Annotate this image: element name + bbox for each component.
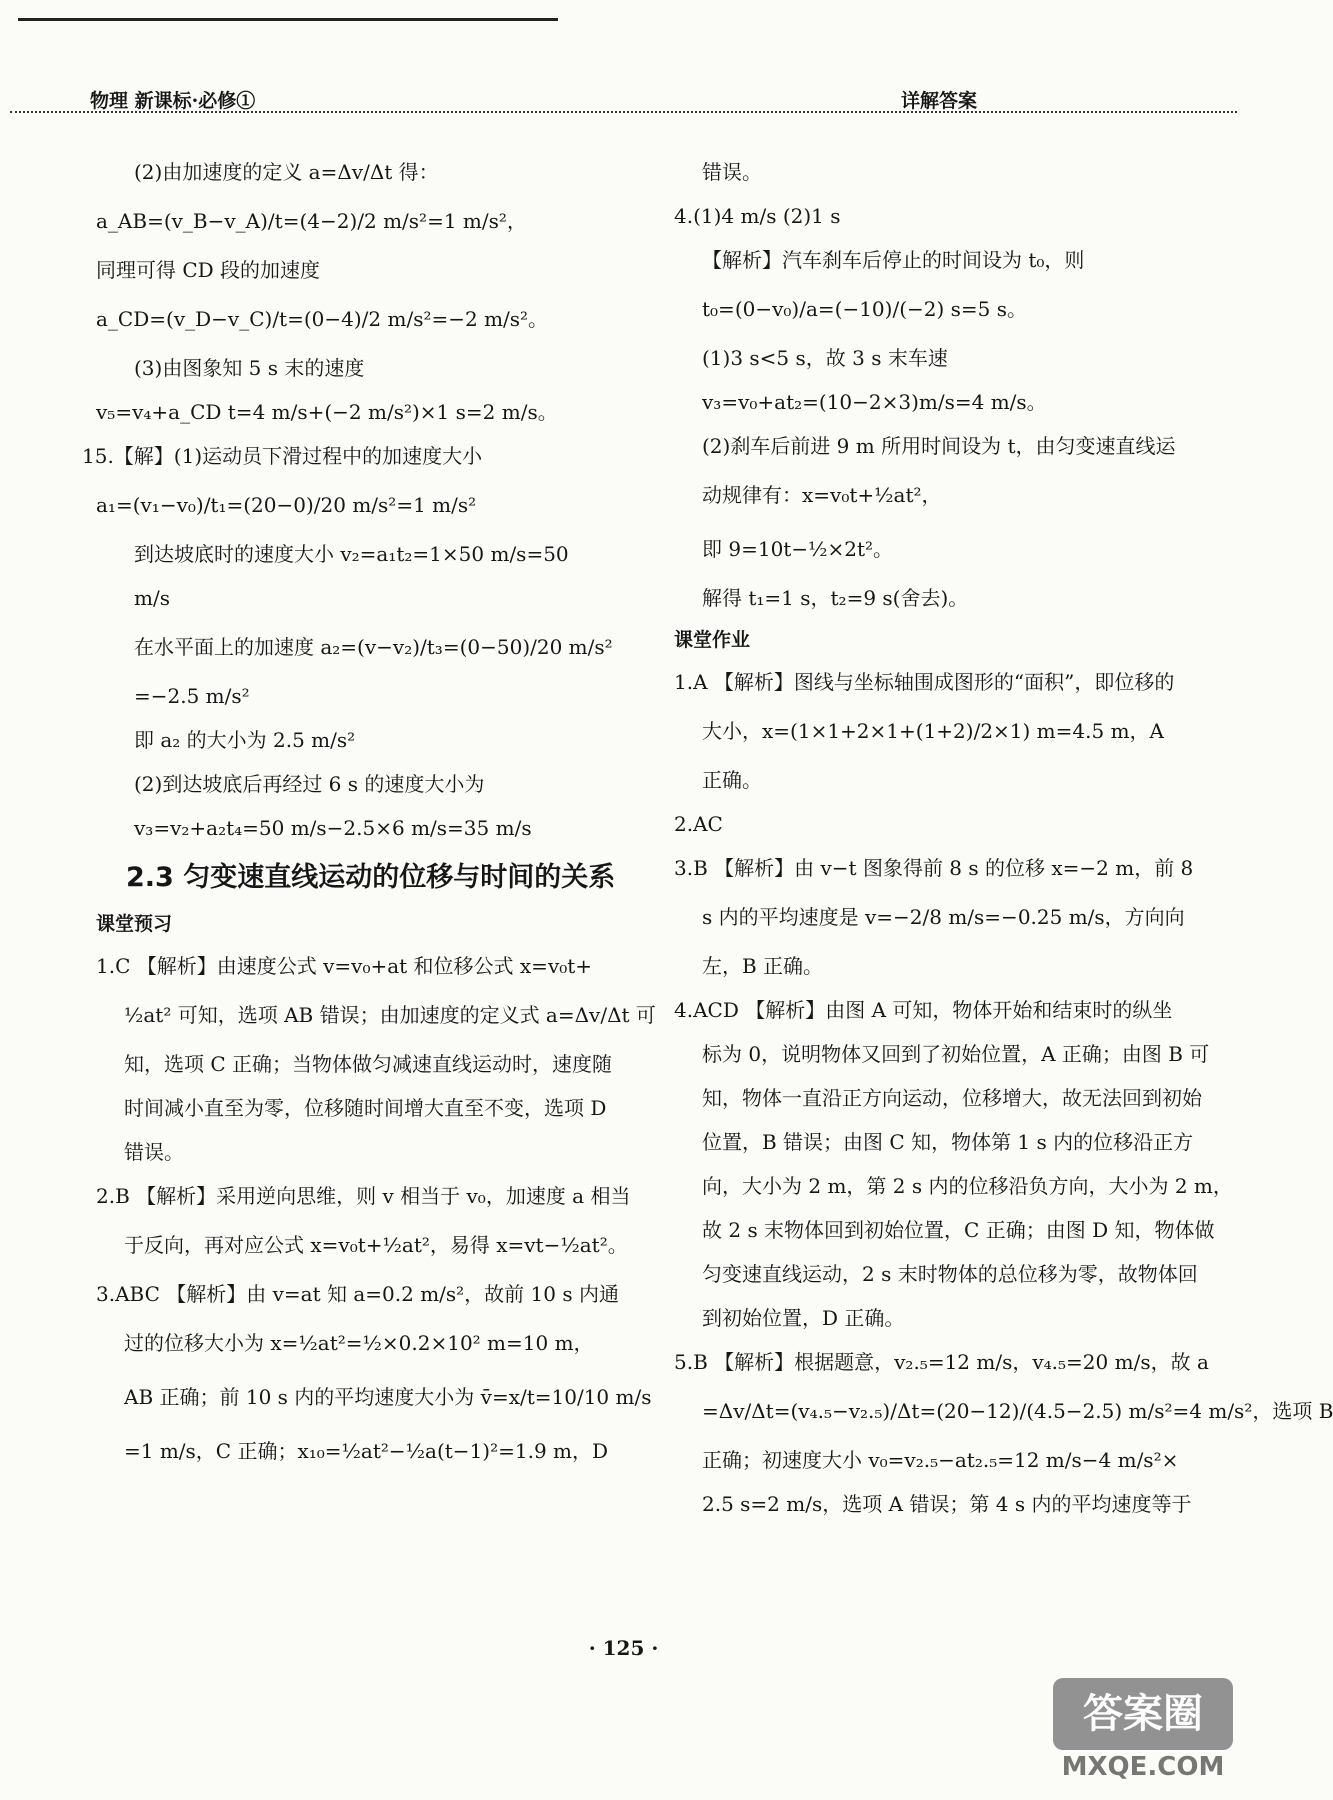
header-subject: 物理 新课标·必修①: [90, 90, 256, 112]
answer-line: ½at² 可知，选项 AB 错误；由加速度的定义式 a=Δv/Δt 可: [124, 1003, 656, 1027]
answer-line: 4.ACD 【解析】由图 A 可知，物体开始和结束时的纵坐: [674, 998, 1173, 1022]
left-column: [82, 150, 656, 1478]
answer-line: 过的位移大小为 x=½at²=½×0.2×10² m=10 m，: [124, 1331, 594, 1355]
formula-line: 动规律有：x=v₀t+½at²，: [702, 483, 942, 507]
watermark-logo: 答案圈: [1053, 1678, 1233, 1750]
text-line: (1)3 s<5 s，故 3 s 末车速: [702, 346, 948, 370]
answer-line: 3.ABC 【解析】由 v=at 知 a=0.2 m/s²，故前 10 s 内通: [96, 1282, 619, 1306]
text-line: 同理可得 CD 段的加速度: [96, 258, 321, 282]
watermark: [1053, 1678, 1233, 1790]
answer-line: 到初始位置，D 正确。: [702, 1306, 905, 1330]
formula-line: 在水平面上的加速度 a₂=(v−v₂)/t₃=(0−50)/20 m/s²: [134, 635, 613, 659]
formula-line: =−2.5 m/s²: [134, 684, 250, 708]
answer-line: 标为 0，说明物体又回到了初始位置，A 正确；由图 B 可: [702, 1042, 1210, 1066]
answer-line: 左，B 正确。: [702, 954, 824, 978]
text-line: (2)由加速度的定义 a=Δv/Δt 得：: [134, 160, 439, 184]
answer-line: 错误。: [124, 1140, 184, 1164]
answer-line: 1.C 【解析】由速度公式 v=v₀+at 和位移公式 x=v₀t+: [96, 954, 593, 978]
answer-line: 匀变速直线运动，2 s 末时物体的总位移为零，故物体回: [702, 1262, 1198, 1286]
watermark-site: MXQE.COM: [1061, 1752, 1225, 1782]
answer-line: 正确；初速度大小 v₀=v₂.₅−at₂.₅=12 m/s−4 m/s²×: [702, 1448, 1179, 1472]
section-title: 2.3 匀变速直线运动的位移与时间的关系: [126, 862, 616, 893]
header-divider: [10, 111, 1237, 113]
answer-line: 2.B 【解析】采用逆向思维，则 v 相当于 v₀，加速度 a 相当: [96, 1184, 631, 1208]
text-line: 错误。: [702, 160, 762, 184]
formula-line: v₃=v₀+at₂=(10−2×3)m/s=4 m/s。: [702, 390, 1047, 414]
text-line: (2)刹车后前进 9 m 所用时间设为 t，由匀变速直线运: [702, 434, 1176, 458]
right-column: [674, 150, 1333, 1526]
top-rule: [18, 18, 558, 21]
answer-line: 于反向，再对应公式 x=v₀t+½at²，易得 x=vt−½at²。: [124, 1233, 628, 1257]
answer-line: 2.5 s=2 m/s，选项 A 错误；第 4 s 内的平均速度等于: [702, 1492, 1192, 1516]
answer-line: =1 m/s，C 正确；x₁₀=½at²−½a(t−1)²=1.9 m，D: [124, 1439, 609, 1463]
answer-line: 向，大小为 2 m，第 2 s 内的位移沿负方向，大小为 2 m，: [702, 1174, 1233, 1198]
text-line: m/s: [134, 586, 170, 610]
formula-line: a_AB=(v_B−v_A)/t=(4−2)/2 m/s²=1 m/s²，: [96, 209, 527, 233]
text-line: (3)由图象知 5 s 末的速度: [134, 356, 365, 380]
answer-line: 知，物体一直沿正方向运动，位移增大，故无法回到初始: [702, 1086, 1202, 1110]
answer-line: AB 正确；前 10 s 内的平均速度大小为 v̄=x/t=10/10 m/s: [124, 1385, 652, 1409]
page-number: · 125 ·: [588, 1636, 659, 1660]
answer-line: 1.A 【解析】图线与坐标轴围成图形的“面积”，即位移的: [674, 670, 1175, 694]
formula-line: a₁=(v₁−v₀)/t₁=(20−0)/20 m/s²=1 m/s²: [96, 493, 477, 517]
answer-line: 2.AC: [674, 812, 723, 836]
answer-line: 4.(1)4 m/s (2)1 s: [674, 204, 841, 228]
text-line: 解得 t₁=1 s，t₂=9 s(舍去)。: [702, 586, 969, 610]
formula-line: 即 9=10t−½×2t²。: [702, 537, 894, 561]
subsection-title: 课堂作业: [674, 629, 751, 651]
answer-line: 知，选项 C 正确；当物体做匀减速直线运动时，速度随: [124, 1052, 613, 1076]
header-answers-label: 详解答案: [900, 90, 977, 112]
answer-line: s 内的平均速度是 v=−2/8 m/s=−0.25 m/s，方向向: [702, 905, 1185, 929]
formula-line: t₀=(0−v₀)/a=(−10)/(−2) s=5 s。: [702, 297, 1027, 321]
answer-line: 位置，B 错误；由图 C 知，物体第 1 s 内的位移沿正方: [702, 1130, 1194, 1154]
text-line: 即 a₂ 的大小为 2.5 m/s²: [134, 728, 356, 752]
answer-line: 5.B 【解析】根据题意，v₂.₅=12 m/s，v₄.₅=20 m/s，故 a: [674, 1350, 1209, 1374]
text-line: (2)到达坡底后再经过 6 s 的速度大小为: [134, 772, 485, 796]
answer-line: 时间减小直至为零，位移随时间增大直至不变，选项 D: [124, 1096, 607, 1120]
answer-line: 3.B 【解析】由 v−t 图象得前 8 s 的位移 x=−2 m，前 8: [674, 856, 1194, 880]
answer-line: 故 2 s 末物体回到初始位置，C 正确；由图 D 知，物体做: [702, 1218, 1215, 1242]
subsection-title: 课堂预习: [96, 913, 173, 935]
text-line: 到达坡底时的速度大小 v₂=a₁t₂=1×50 m/s=50: [134, 542, 569, 566]
text-line: 【解析】汽车刹车后停止的时间设为 t₀，则: [702, 248, 1085, 272]
formula-line: v₅=v₄+a_CD t=4 m/s+(−2 m/s²)×1 s=2 m/s。: [96, 400, 558, 424]
question-line: 15.【解】(1)运动员下滑过程中的加速度大小: [82, 444, 483, 468]
answer-line: 正确。: [702, 768, 762, 792]
answer-line: 大小，x=(1×1+2×1+(1+2)/2×1) m=4.5 m，A: [702, 719, 1164, 743]
formula-line: v₃=v₂+a₂t₄=50 m/s−2.5×6 m/s=35 m/s: [134, 816, 532, 840]
answer-line: =Δv/Δt=(v₄.₅−v₂.₅)/Δt=(20−12)/(4.5−2.5) m/s²=4 m/s²，选项 B: [702, 1399, 1333, 1423]
formula-line: a_CD=(v_D−v_C)/t=(0−4)/2 m/s²=−2 m/s²。: [96, 307, 549, 331]
